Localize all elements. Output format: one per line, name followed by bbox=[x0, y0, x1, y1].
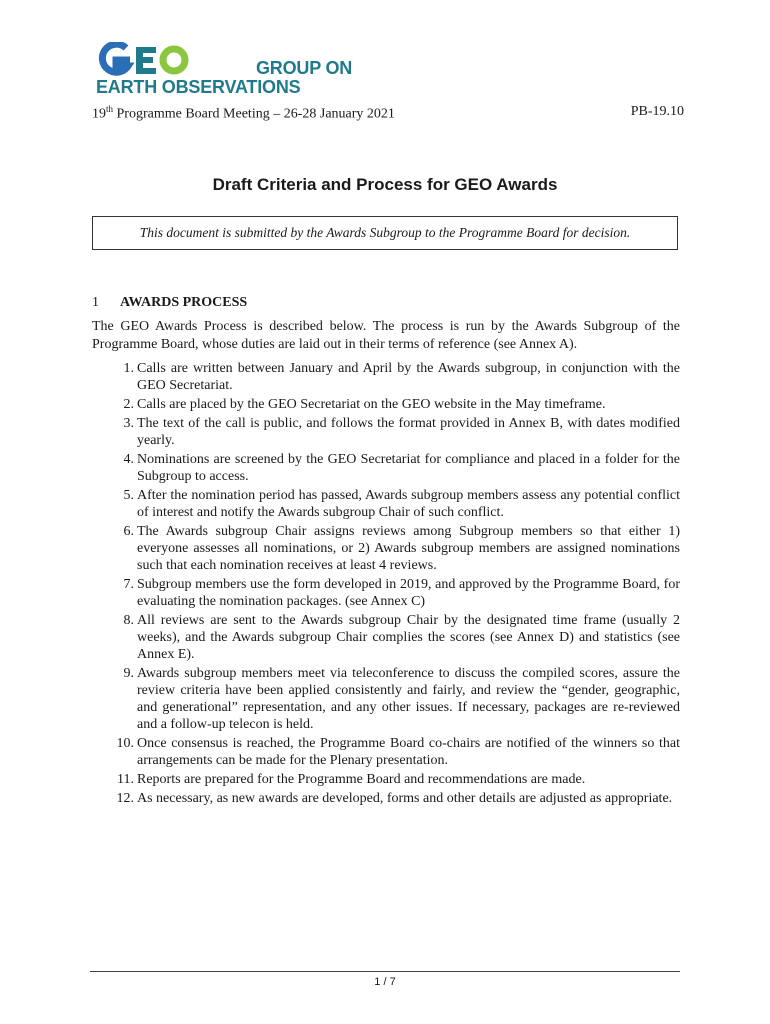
list-item-text: Calls are written between January and April by the Awards subgroup, in conjunction with the GEO Secretariat. bbox=[137, 361, 680, 393]
section-title: AWARDS PROCESS bbox=[120, 295, 248, 310]
list-item-number: 9. bbox=[123, 666, 134, 681]
page-number: 1 / 7 bbox=[374, 976, 396, 988]
list-item bbox=[92, 790, 680, 807]
list-item bbox=[92, 360, 680, 394]
geo-logo-mark-icon bbox=[96, 42, 252, 78]
list-item-number: 7. bbox=[123, 577, 134, 592]
list-item-text: Subgroup members use the form developed in 2019, and approved by the Programme Board, for evaluating the nomination packages. (see Annex C) bbox=[137, 577, 680, 609]
list-item-text: Nominations are screened by the GEO Secretariat for compliance and placed in a folder for the Subgroup to access. bbox=[137, 452, 680, 484]
list-item bbox=[92, 665, 680, 733]
list-item-text: After the nomination period has passed, Awards subgroup members assess any potential conflict of interest and notify the Awards subgroup Chair of such conflict. bbox=[137, 488, 680, 520]
list-item-number: 6. bbox=[123, 524, 134, 539]
geo-logo bbox=[96, 42, 353, 98]
meeting-text: Programme Board Meeting – 26-28 January 2021 bbox=[113, 106, 395, 122]
list-item bbox=[92, 612, 680, 663]
intro-paragraph: The GEO Awards Process is described below. The process is run by the Awards Subgroup of the Programme Board, whose duties are laid out in their terms of reference (see Annex A). bbox=[92, 319, 680, 352]
list-item-number: 10. bbox=[116, 736, 134, 751]
document-title: Draft Criteria and Process for GEO Awards bbox=[212, 175, 558, 194]
list-item-text: The text of the call is public, and follows the format provided in Annex B, with dates modified yearly. bbox=[137, 416, 680, 448]
list-item-text: Reports are prepared for the Programme Board and recommendations are made. bbox=[137, 772, 586, 787]
meeting-header bbox=[92, 104, 395, 123]
list-item bbox=[92, 451, 680, 485]
list-item-text: As necessary, as new awards are developed, forms and other details are adjusted as appropriate. bbox=[137, 791, 673, 806]
list-item-number: 12. bbox=[116, 791, 134, 806]
list-item bbox=[92, 523, 680, 574]
meeting-ordinal: 19 bbox=[92, 106, 106, 122]
list-item-number: 1. bbox=[123, 361, 134, 376]
document-number: PB-19.10 bbox=[630, 104, 684, 119]
meeting-suffix: th bbox=[106, 104, 114, 114]
list-item-number: 11. bbox=[117, 772, 134, 787]
logo-org-line2: EARTH OBSERVATIONS bbox=[96, 77, 301, 97]
section-number: 1 bbox=[92, 295, 99, 310]
list-item bbox=[92, 771, 680, 788]
list-item bbox=[92, 576, 680, 610]
list-item-number: 8. bbox=[123, 613, 134, 628]
footer-divider bbox=[90, 971, 680, 972]
list-item-text: Once consensus is reached, the Programme Board co-chairs are notified of the winners so that arrangements can be made for the Plenary presentation. bbox=[137, 736, 680, 768]
list-item bbox=[92, 487, 680, 521]
list-item bbox=[92, 735, 680, 769]
list-item-number: 3. bbox=[123, 416, 134, 431]
list-item-text: Awards subgroup members meet via teleconference to discuss the compiled scores, assure the review criteria have been applied consistently and fairly, and review the “gender, geographic, and generational” representation, and any other issues. If necessary, packages are re-reviewed and a follow-up telecon is held. bbox=[137, 666, 680, 732]
process-list bbox=[92, 360, 680, 809]
list-item-number: 5. bbox=[123, 488, 134, 503]
list-item-text: Calls are placed by the GEO Secretariat on the GEO website in the May timeframe. bbox=[137, 397, 606, 412]
logo-org-line1: GROUP ON bbox=[256, 58, 353, 78]
list-item-text: All reviews are sent to the Awards subgroup Chair by the designated time frame (usually 2 weeks), and the Awards subgroup Chair complies the scores (see Annex D) and statistics (see Annex E). bbox=[137, 613, 680, 662]
notice-text: This document is submitted by the Awards Subgroup to the Programme Board for decision. bbox=[139, 225, 631, 240]
section-heading bbox=[92, 295, 247, 311]
list-item bbox=[92, 396, 680, 413]
list-item-number: 2. bbox=[123, 397, 134, 412]
list-item bbox=[92, 415, 680, 449]
list-item-number: 4. bbox=[123, 452, 134, 467]
notice-box bbox=[92, 216, 678, 250]
list-item-text: The Awards subgroup Chair assigns reviews among Subgroup members so that either 1) everyone assesses all nominations, or 2) Awards subgroup members are assigned nominations such that each nomination receives at least 4 reviews. bbox=[137, 524, 680, 573]
